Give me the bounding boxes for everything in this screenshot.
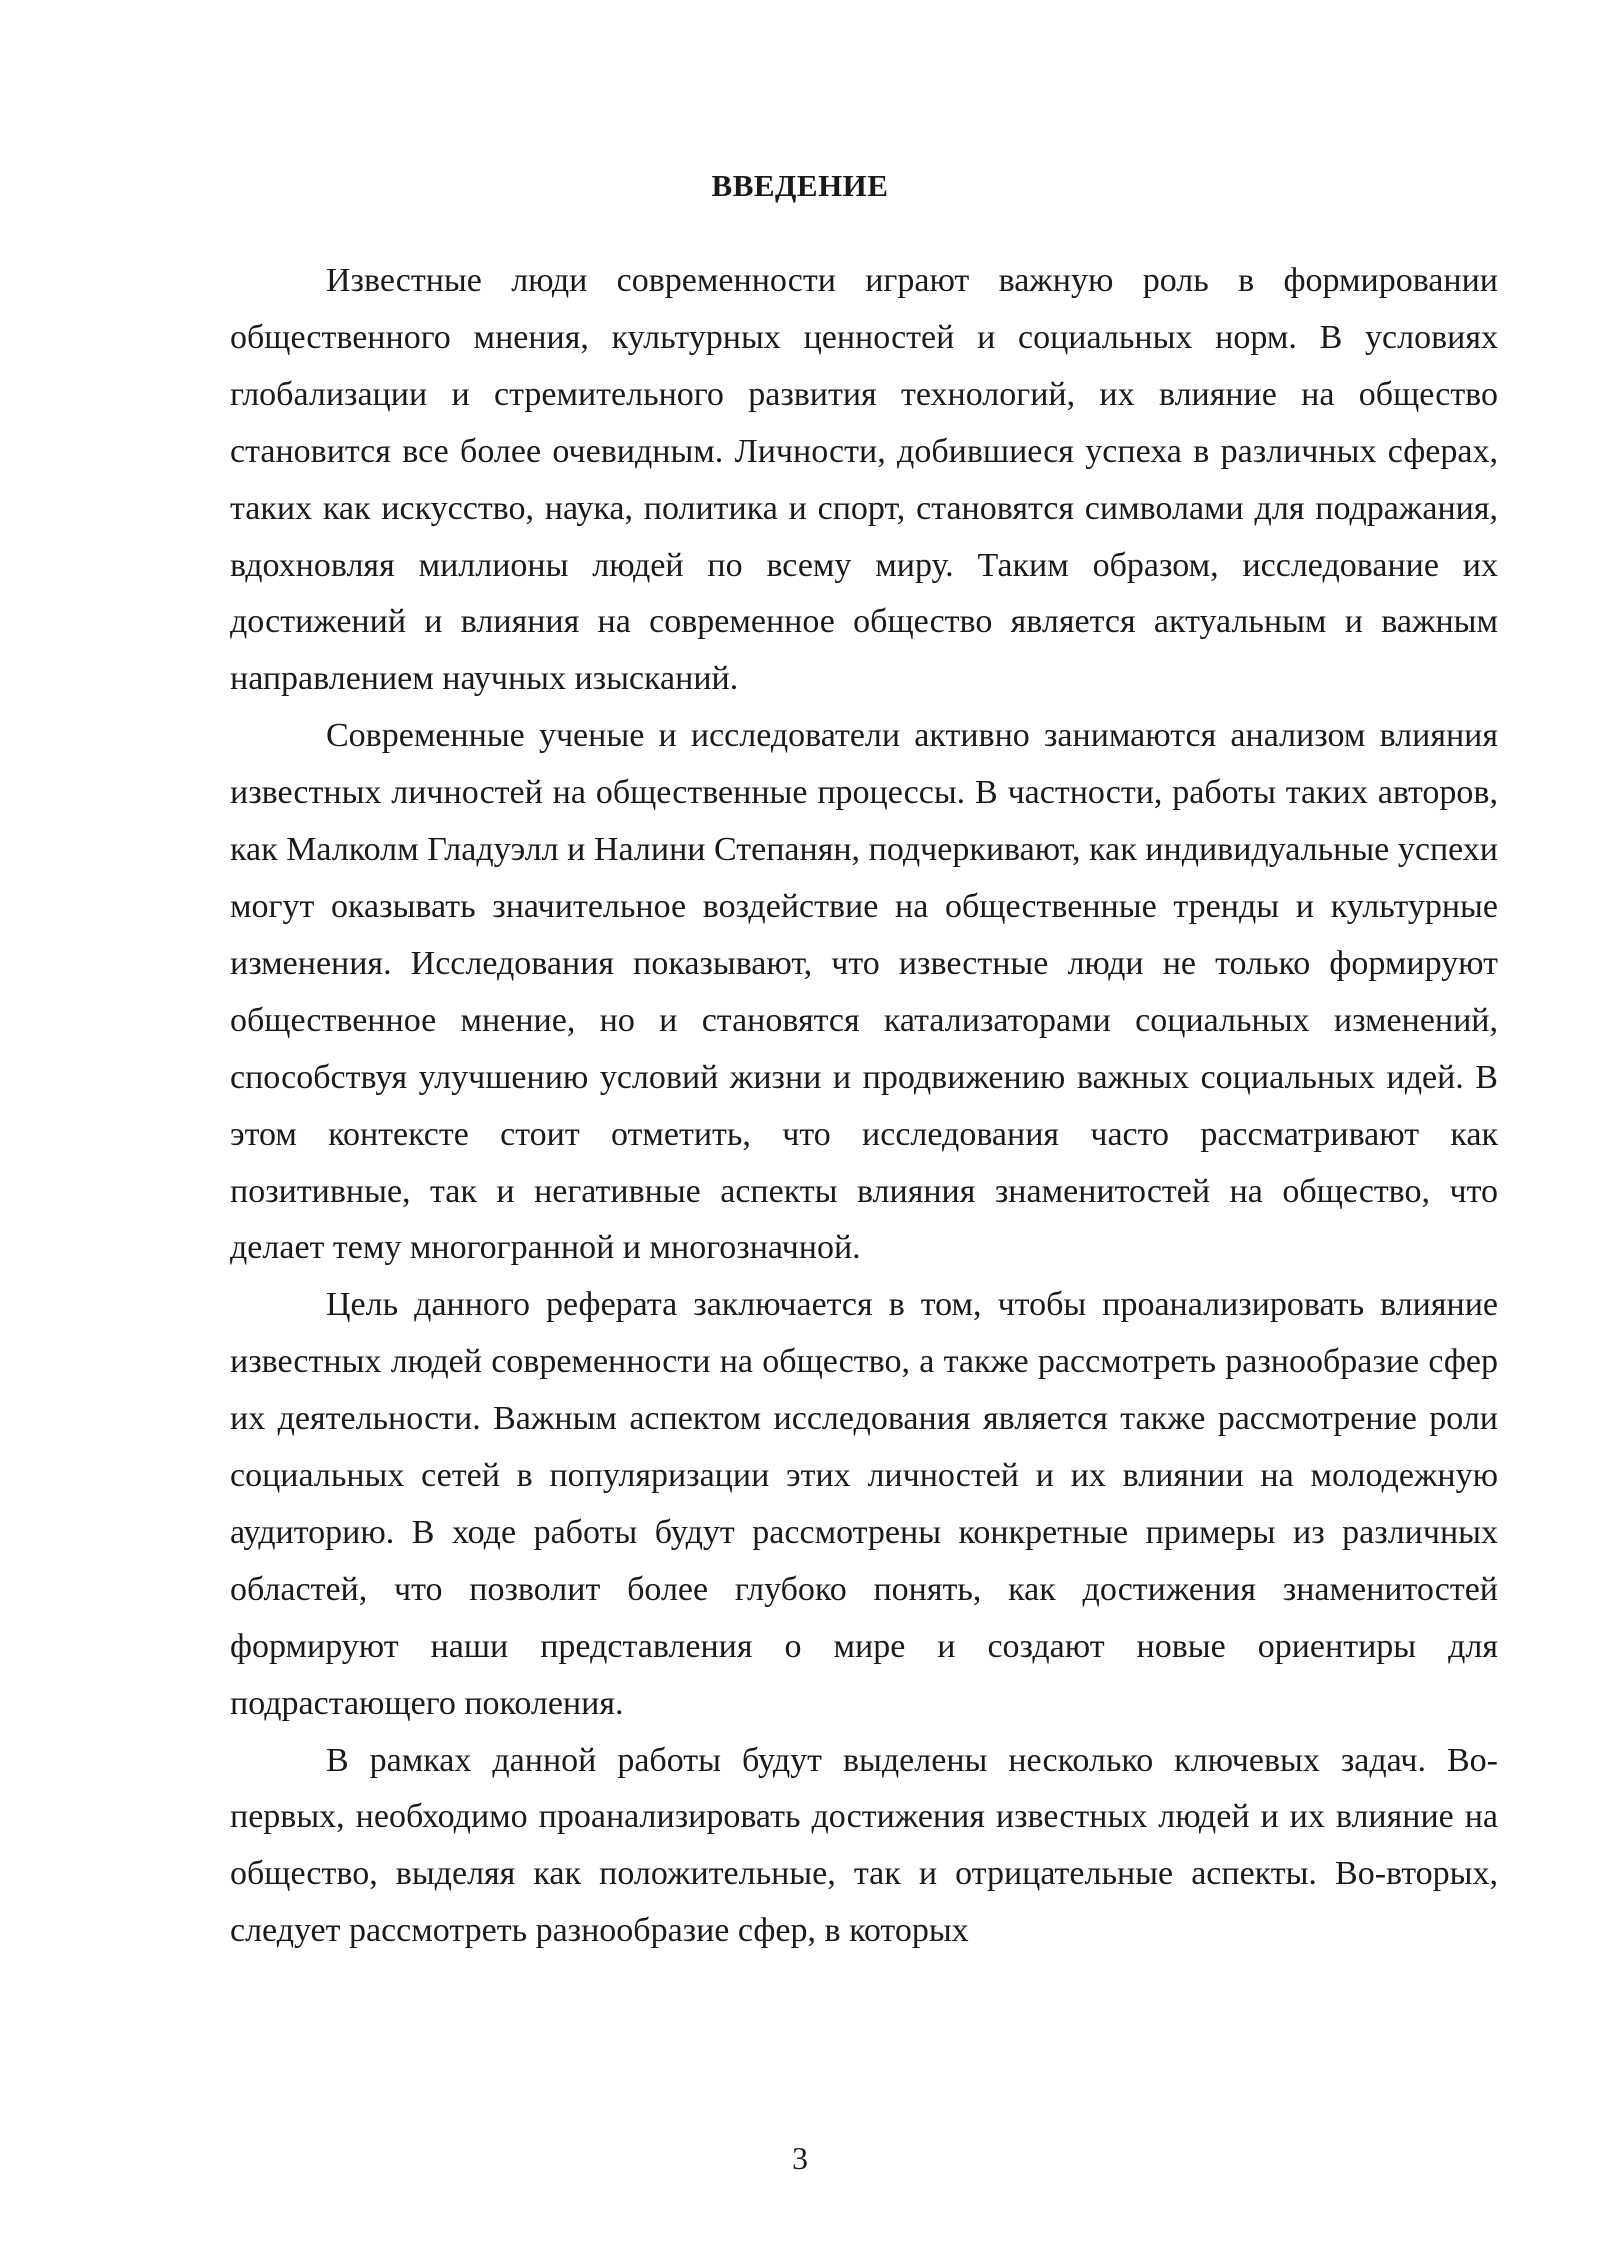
page-number: 3 — [792, 2140, 808, 2176]
paragraph-2: Современные ученые и исследователи активно занимаются анализом влияния известных личностей на общественные процессы. В частности, работы таких авторов, как Малколм Гладуэлл и Налини Степанян, подчеркивают, как индивидуальные успехи могут оказывать значительное воздействие на общественные тренды и культурные изменения. Исследования показывают, что известные люди не только формируют общественное мнение, но и становятся катализаторами социальных изменений, способствуя улучшению условий жизни и продвижению важных социальных идей. В этом контексте стоит отметить, что исследования часто рассматривают как позитивные, так и негативные аспекты влияния знаменитостей на общество, что делает тему многогранной и многозначной. — [230, 717, 1498, 1267]
paragraph-4: В рамках данной работы будут выделены несколько ключевых задач. Во-первых, необходимо проанализировать достижения известных людей и их влияние на общество, выделяя как положительные, так и отрицательные аспекты. Во-вторых, следует рассмотреть разнообразие сфер, в которых — [230, 1741, 1498, 1950]
paragraph-1: Известные люди современности играют важную роль в формировании общественного мнения, культурных ценностей и социальных норм. В условиях глобализации и стремительного развития технологий, их влияние на общество становится все более очевидным. Личности, добившиеся успеха в различных сферах, таких как искусство, наука, политика и спорт, становятся символами для подражания, вдохновляя миллионы людей по всему миру. Таким образом, исследование их достижений и влияния на современное общество является актуальным и важным направлением научных изысканий. — [230, 262, 1498, 698]
body-text — [230, 253, 1498, 1960]
paragraph-3: Цель данного реферата заключается в том, чтобы проанализировать влияние известных людей современности на общество, а также рассмотреть разнообразие сфер их деятельности. Важным аспектом исследования является также рассмотрение роли социальных сетей в популяризации этих личностей и их влиянии на молодежную аудиторию. В ходе работы будут рассмотрены конкретные примеры из различных областей, что позволит более глубоко понять, как достижения знаменитостей формируют наши представления о мире и создают новые ориентиры для подрастающего поколения. — [230, 1286, 1498, 1722]
page-title: ВВЕДЕНИЕ — [711, 168, 889, 203]
